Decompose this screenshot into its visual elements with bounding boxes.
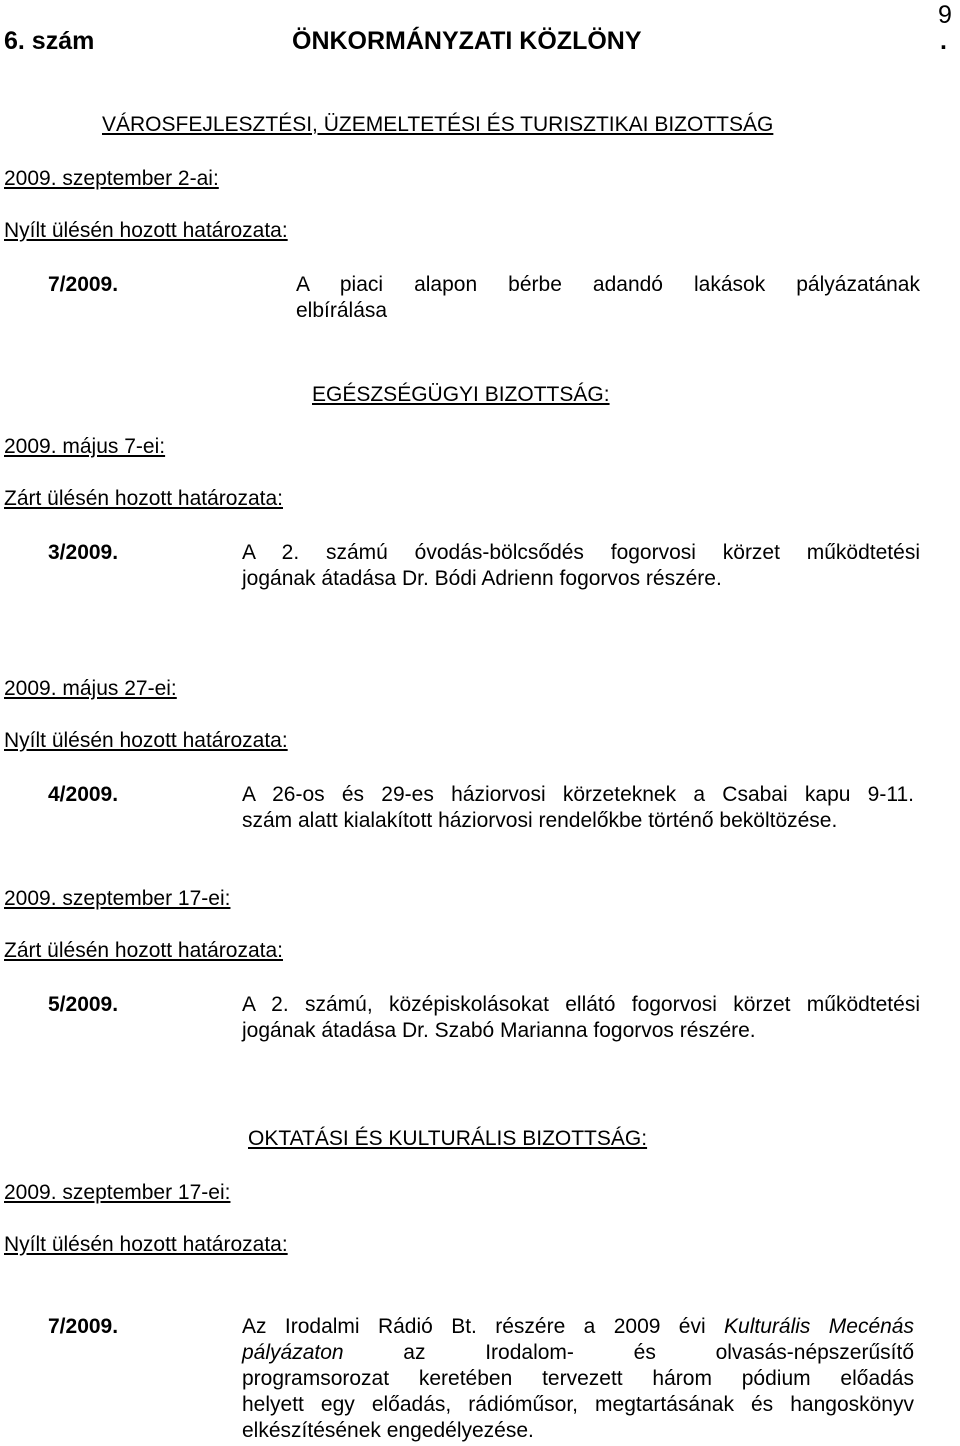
- resolution-text-line: elkészítésének engedélyezése.: [242, 1419, 534, 1442]
- resolution-text: [242, 1314, 914, 1444]
- resolution-text: [242, 782, 914, 834]
- resolution-text-line: [242, 1340, 914, 1366]
- resolution-text: [242, 992, 920, 1044]
- session-date: 2009. szeptember 17-ei:: [4, 1181, 231, 1204]
- committee-title-urban: VÁROSFEJLESZTÉSI, ÜZEMELTETÉSI ÉS TURISZTIKAI BIZOTTSÁG: [102, 113, 774, 136]
- session-type: Zárt ülésén hozott határozata:: [4, 939, 283, 962]
- resolution-text-line: elbírálása: [296, 299, 388, 322]
- resolution-number: 5/2009.: [48, 993, 119, 1016]
- resolution-text-line: jogának átadása Dr. Bódi Adrienn fogorvos részére.: [242, 567, 722, 590]
- session-type: Zárt ülésén hozott határozata:: [4, 487, 283, 510]
- resolution-text-line: szám alatt kialakított háziorvosi rendelőkbe történő beköltözése.: [242, 809, 838, 832]
- committee-title-health: EGÉSZSÉGÜGYI BIZOTTSÁG:: [312, 383, 610, 406]
- resolution-text-line: [242, 1314, 914, 1340]
- session-date: 2009. szeptember 2-ai:: [4, 167, 219, 190]
- resolution-number: 4/2009.: [48, 783, 119, 806]
- resolution-text-italic: Kulturális Mecénás: [724, 1315, 914, 1338]
- publication-title: ÖNKORMÁNYZATI KÖZLÖNY: [292, 27, 642, 55]
- committee-title-education: OKTATÁSI ÉS KULTURÁLIS BIZOTTSÁG:: [248, 1127, 648, 1150]
- resolution-text-line: A piaci alapon bérbe adandó lakások pályázatának: [296, 273, 920, 296]
- resolution-text: [242, 540, 920, 592]
- resolution-text-line: A 2. számú, középiskolásokat ellátó fogorvosi körzet működtetési: [242, 993, 920, 1016]
- session-type: Nyílt ülésén hozott határozata:: [4, 729, 288, 752]
- resolution-number: 3/2009.: [48, 541, 119, 564]
- resolution-text-line: programsorozat keretében tervezett három pódium előadás: [242, 1367, 914, 1390]
- resolution-number: 7/2009.: [48, 273, 119, 296]
- session-type: Nyílt ülésén hozott határozata:: [4, 1233, 288, 1256]
- resolution-text: [296, 272, 920, 324]
- resolution-text-line: A 2. számú óvodás-bölcsődés fogorvosi körzet működtetési: [242, 541, 920, 564]
- session-date: 2009. május 27-ei:: [4, 677, 177, 700]
- resolution-number: 7/2009.: [48, 1315, 119, 1338]
- session-date: 2009. szeptember 17-ei:: [4, 887, 231, 910]
- resolution-text-line: A 26-os és 29-es háziorvosi körzeteknek a Csabai kapu 9-11.: [242, 783, 914, 806]
- session-date: 2009. május 7-ei:: [4, 435, 166, 458]
- session-type: Nyílt ülésén hozott határozata:: [4, 219, 288, 242]
- resolution-text-line: helyett egy előadás, rádióműsor, megtartásának és hangoskönyv: [242, 1393, 914, 1416]
- resolution-text-fragment: az Irodalom- és olvasás-népszerűsítő: [343, 1341, 914, 1364]
- resolution-text-italic: pályázaton: [242, 1341, 344, 1364]
- issue-number: 6. szám: [4, 27, 95, 55]
- resolution-text-line: jogának átadása Dr. Szabó Marianna fogorvos részére.: [242, 1019, 756, 1042]
- resolution-text-fragment: Az Irodalmi Rádió Bt. részére a 2009 évi: [242, 1315, 725, 1338]
- page-number: 9: [938, 1, 952, 29]
- header-dot: .: [940, 27, 947, 55]
